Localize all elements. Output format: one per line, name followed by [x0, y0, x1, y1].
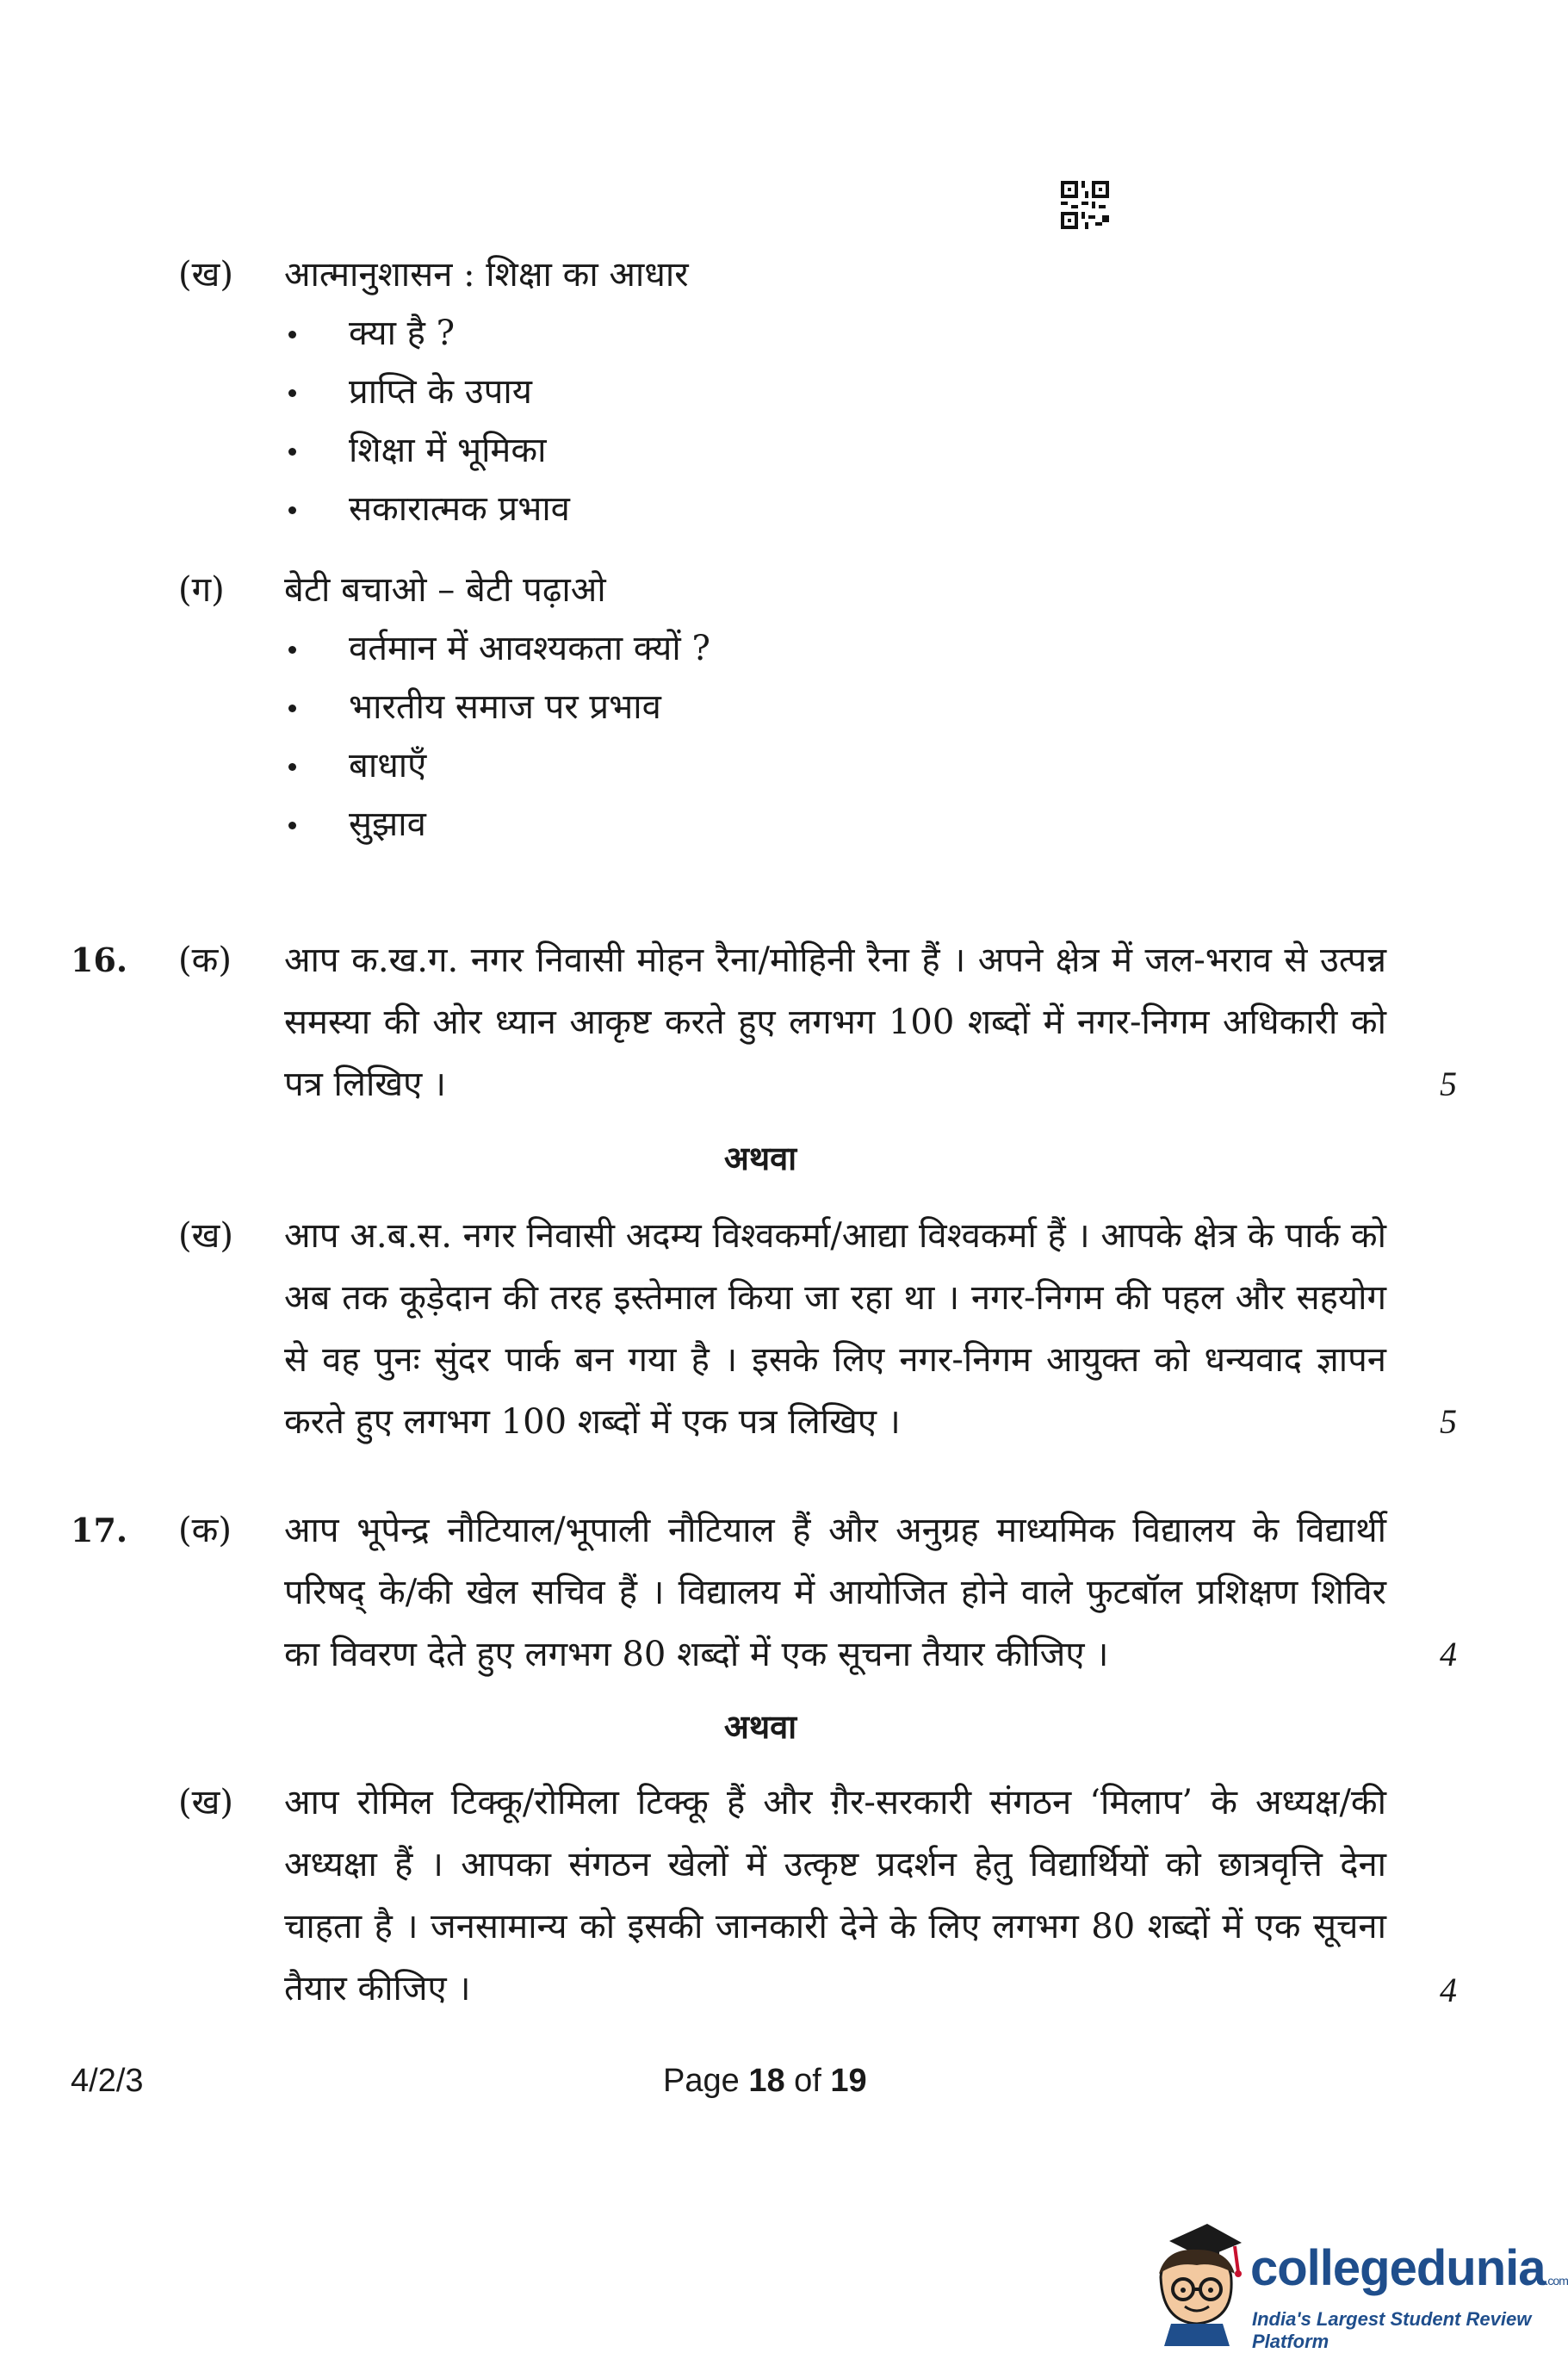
- question-17b-text: आप रोमिल टिक्कू/रोमिला टिक्कू हैं और ग़ैर-सरकारी संगठन ‘मिलाप’ के अध्यक्ष/की अध्यक्षा हैं । आपका संगठन खेलों में उत्कृष्ट प्रदर्शन हेतु विद्यार्थियों को छात्रवृत्ति देना चाहता है । जनसामान्य को इसकी जानकारी देने के लिए लगभग 80 शब्दों में एक सूचना तैयार कीजिए ।: [284, 1783, 1386, 2008]
- list-item: सकारात्मक प्रभाव: [288, 487, 570, 546]
- question-16b-marks: 5: [1440, 1402, 1457, 1441]
- bullet-icon: [288, 448, 296, 456]
- bullet-icon: [288, 506, 296, 514]
- question-17b-marks: 4: [1440, 1971, 1457, 2009]
- qr-code-icon: [1061, 181, 1109, 229]
- bullet-icon: [288, 822, 296, 829]
- question-16b-label: (ख): [178, 1216, 233, 1256]
- list-item: बाधाएँ: [288, 744, 710, 803]
- question-17a-label: (क): [178, 1511, 232, 1550]
- question-17a-marks: 4: [1440, 1635, 1457, 1673]
- list-item: प्राप्ति के उपाय: [288, 370, 570, 429]
- section-kh-label: (ख): [178, 255, 233, 295]
- logo-tagline: India's Largest Student Review Platform: [1252, 2308, 1532, 2352]
- bullet-icon: [288, 646, 296, 654]
- bullet-icon: [288, 331, 296, 338]
- list-item: क्या है ?: [288, 312, 570, 370]
- page-number: Page 18 of 19: [663, 2063, 867, 2099]
- question-16a-label: (क): [178, 941, 232, 980]
- question-17a-text: आप भूपेन्द्र नौटियाल/भूपाली नौटियाल हैं और अनुग्रह माध्यमिक विद्यालय के विद्यार्थी परिषद् के/की खेल सचिव हैं । विद्यालय में आयोजित होने वाले फुटबॉल प्रशिक्षण शिविर का विवरण देते हुए लगभग 80 शब्दों में एक सूचना तैयार कीजिए ।: [284, 1511, 1386, 1674]
- section-kh-title: आत्मानुशासन : शिक्षा का आधार: [284, 255, 689, 295]
- section-ga-label: (ग): [178, 570, 225, 610]
- list-item: भारतीय समाज पर प्रभाव: [288, 686, 710, 744]
- bullet-icon: [288, 763, 296, 771]
- question-16b-text: आप अ.ब.स. नगर निवासी अदम्य विश्वकर्मा/आद्या विश्वकर्मा हैं । आपके क्षेत्र के पार्क को अब तक कूड़ेदान की तरह इस्तेमाल किया जा रहा था । नगर-निगम की पहल और सहयोग से वह पुनः सुंदर पार्क बन गया है । इसके लिए नगर-निगम आयुक्त को धन्यवाद ज्ञापन करते हुए लगभग 100 शब्दों में एक पत्र लिखिए ।: [284, 1216, 1386, 1442]
- bullet-icon: [288, 705, 296, 712]
- mascot-icon: [1145, 2217, 1249, 2346]
- section-ga-title: बेटी बचाओ – बेटी पढ़ाओ: [284, 570, 606, 610]
- collegedunia-logo: [1138, 2215, 1568, 2352]
- list-item: वर्तमान में आवश्यकता क्यों ?: [288, 627, 710, 686]
- bullet-icon: [288, 389, 296, 397]
- list-item: सुझाव: [288, 803, 710, 861]
- section-kh-points: [288, 312, 570, 546]
- section-ga-points: [288, 627, 710, 861]
- question-16-number: 16.: [71, 941, 128, 979]
- question-16a-text: आप क.ख.ग. नगर निवासी मोहन रैना/मोहिनी रैना हैं । अपने क्षेत्र में जल-भराव से उत्पन्न समस्या की ओर ध्यान आकृष्ट करते हुए लगभग 100 शब्दों में नगर-निगम अधिकारी को पत्र लिखिए ।: [284, 941, 1386, 1104]
- list-item: शिक्षा में भूमिका: [288, 429, 570, 487]
- question-17-number: 17.: [71, 1511, 128, 1549]
- logo-wordmark: collegedunia.com: [1250, 2240, 1568, 2296]
- question-17b-label: (ख): [178, 1783, 233, 1822]
- paper-code: 4/2/3: [71, 2063, 144, 2099]
- question-16-or: अथवा: [723, 1139, 797, 1177]
- question-16a-marks: 5: [1440, 1065, 1457, 1103]
- question-17-or: अथवा: [723, 1707, 797, 1746]
